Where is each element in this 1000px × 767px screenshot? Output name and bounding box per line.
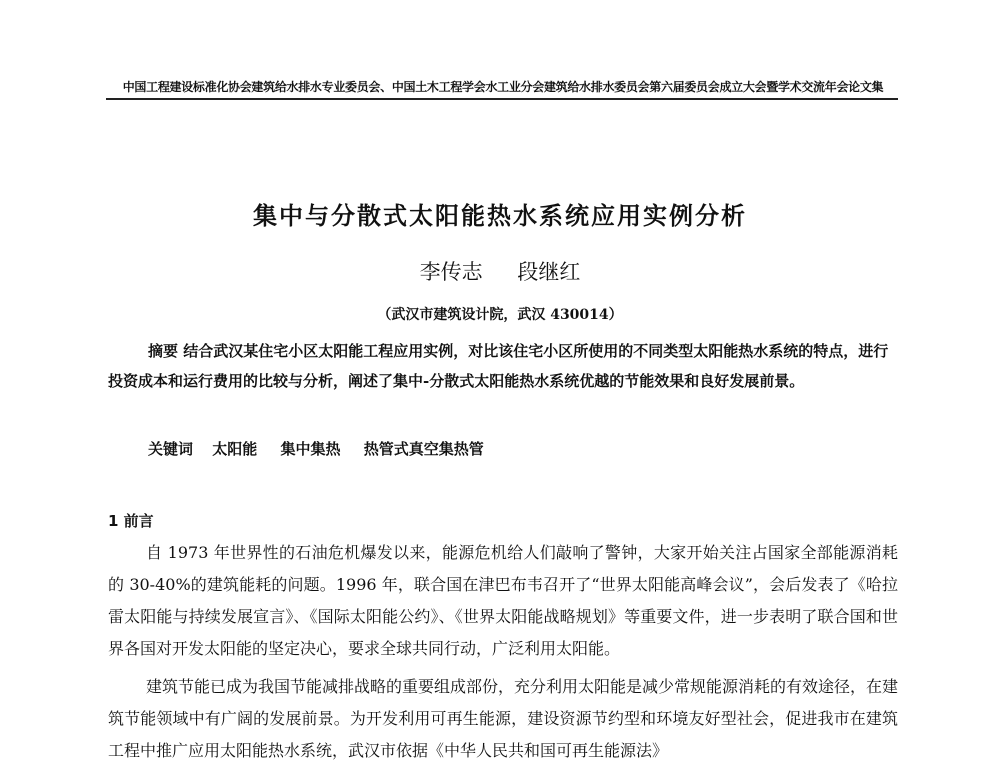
paper-title: 集中与分散式太阳能热水系统应用实例分析 <box>253 202 747 230</box>
abstract-label: 摘要 <box>148 342 179 360</box>
proceedings-header: 中国工程建设标准化协会建筑给水排水专业委员会、中国土木工程学会水工业分会建筑给水排水委员会第六届委员会成立大会暨学术交流年会论文集 <box>122 80 884 94</box>
header-rule <box>106 98 898 100</box>
keywords <box>148 438 502 459</box>
paragraph-1: 自 1973 年世界性的石油危机爆发以来，能源危机给人们敲响了警钟，大家开始关注占国家全部能源消耗的 30-40%的建筑能耗的问题。1996 年，联合国在津巴布韦召开了“世界太阳能高峰会议”，会后发表了《哈拉雷太阳能与持续发展宣言》、《国际太阳能公约》、《世界太阳能战略规划》等重要文件，进一步表明了联合国和世界各国对开发太阳能的坚定决心，要求全球共同行动，广泛利用太阳能。 <box>108 543 898 658</box>
author-2: 段继红 <box>517 260 581 284</box>
authors <box>0 256 1000 286</box>
abstract <box>108 336 898 396</box>
keyword-1: 太阳能 <box>212 440 258 458</box>
author-1: 李传志 <box>419 260 483 284</box>
keyword-2: 集中集热 <box>280 440 341 458</box>
abstract-text: 结合武汉某住宅小区太阳能工程应用实例，对比该住宅小区所使用的不同类型太阳能热水系统的特点，进行投资成本和运行费用的比较与分析，阐述了集中-分散式太阳能热水系统优越的节能效果和良好发展前景。 <box>108 342 889 390</box>
keyword-3: 热管式真空集热管 <box>363 440 484 458</box>
affiliation: （武汉市建筑设计院，武汉 430014） <box>377 307 623 323</box>
section-heading: 1 前言 <box>108 512 154 530</box>
keywords-label: 关键词 <box>148 440 194 458</box>
paragraph-2: 建筑节能已成为我国节能减排战略的重要组成部份，充分利用太阳能是减少常规能源消耗的有效途径，在建筑节能领域中有广阔的发展前景。为开发利用可再生能源，建设资源节约型和环境友好型社会，促进我市在建筑工程中推广应用太阳能热水系统，武汉市依据《中华人民共和国可再生能源法》 <box>108 677 899 760</box>
